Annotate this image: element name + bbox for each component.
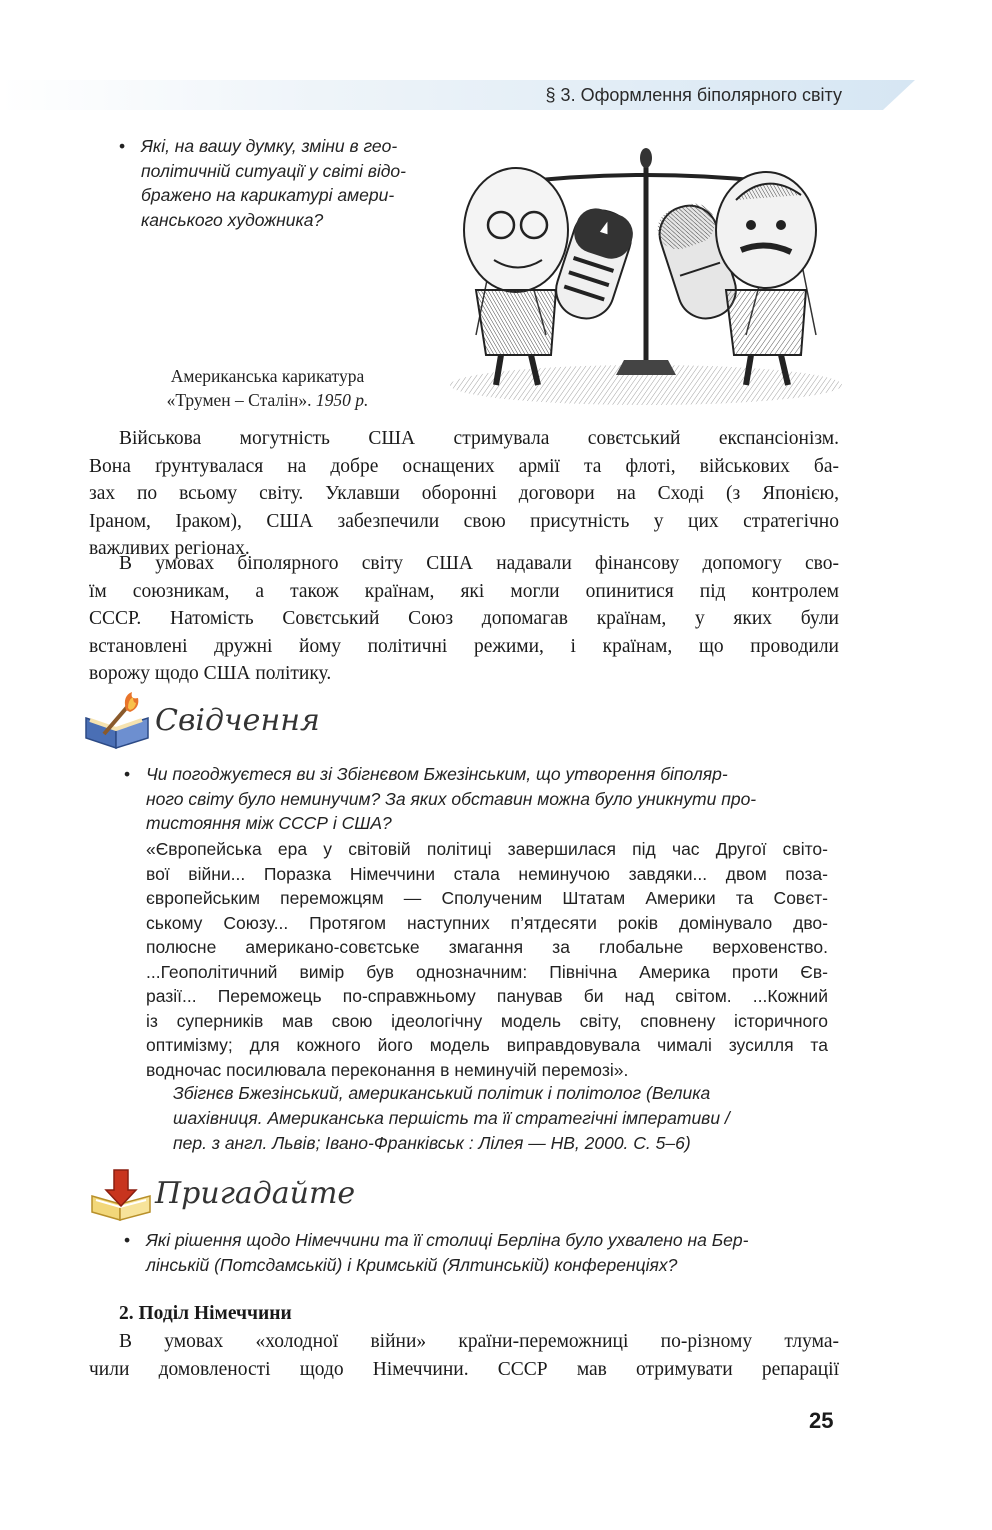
question-line: Які, на вашу думку, зміни в гео- — [141, 136, 398, 156]
source-line: пер. з англ. Львів; Івано-Франківськ : Лілея — НВ, 2000. С. 5–6) — [173, 1133, 691, 1153]
quote-line: «Європейська ера у світовій політиці завершилася під час Другої світо- — [146, 839, 828, 859]
caricature-illustration — [446, 140, 846, 405]
caption-line: Американська карикатура — [170, 366, 365, 386]
text-line: В умовах «холодної війни» країни-переможниці по-різному тлума- — [119, 1331, 839, 1352]
quote-block — [146, 837, 828, 1082]
caption-title: «Трумен – Сталін». — [166, 390, 316, 410]
source-line: Збігнєв Бжезінський, американський політик і політолог (Велика — [173, 1083, 711, 1103]
text-line: Вона ґрунтувалася на добре оснащених армії та флоті, військових ба- — [89, 455, 839, 477]
running-header: § 3. Оформлення біполярного світу — [545, 85, 842, 105]
question-line: Чи погоджуєтеся ви зі Збігнєвом Бжезінським, що утворення біполяр- — [146, 764, 728, 784]
source-line: шахівниця. Американська першість та її стратегічні імперативи / — [173, 1108, 730, 1128]
quote-line: оптимізму; для кожного його модель виправдовувала чималі зусилля та — [146, 1035, 828, 1055]
bullet-icon: • — [124, 1230, 131, 1250]
evidence-question — [124, 762, 757, 836]
text-line: важливих регіонах. — [89, 538, 250, 559]
text-line: встановлені дружні йому політичні режими, і країнам, що проводили — [89, 635, 839, 657]
quote-line: разії... Переможець по-справжньому панував би над світом. ...Кожний — [146, 986, 828, 1006]
quote-line: ському Союзу... Протягом наступних п’ятдесяти років домінувало дво- — [146, 912, 828, 933]
bullet-icon: • — [119, 136, 126, 156]
question-line: тистояння між СССР і США? — [146, 813, 392, 833]
question-line: лінській (Потсдамській) і Кримській (Ялтинській) конференціях? — [146, 1254, 678, 1275]
caricature-question — [119, 134, 406, 232]
text-line: Військова могутність США стримувала совєтський експансіонізм. — [119, 428, 839, 449]
remember-question — [124, 1228, 749, 1277]
quote-line: ...Геополітичний вимір був однозначним: Північна Америка проти Єв- — [146, 961, 828, 982]
section-title-remember: Пригадайте — [155, 1176, 356, 1211]
question-line: політичній ситуації у світі відо- — [141, 160, 406, 181]
quote-line: європейським переможцям — Сполученим Штатам Америки та Совєт- — [146, 888, 828, 908]
figure-caption — [100, 364, 435, 412]
paragraph-1 — [89, 425, 839, 563]
quote-line: із суперників мав свою ідеологічну модель світу, сповнену історичного — [146, 1010, 828, 1031]
question-line: канського художника? — [141, 209, 324, 230]
question-line: бражено на карикатурі амери- — [141, 185, 395, 205]
bullet-icon: • — [124, 764, 131, 784]
quote-source — [173, 1081, 730, 1156]
paragraph-2 — [89, 550, 839, 688]
quote-line: водночас посилювала переконання в неминучій перемозі». — [146, 1059, 629, 1080]
page-number: 25 — [809, 1408, 834, 1433]
text-line: СССР. Натомість Совєтський Союз допомагав країнам, у яких були — [89, 608, 839, 629]
text-line: Іраном, Іраком), США забезпечили свою присутність у цих стратегічно — [89, 510, 839, 532]
text-line: їм союзникам, а також країнам, які могли опинитися під контролем — [89, 580, 839, 602]
text-line: зах по всьому світу. Уклавши оборонні договори на Сході (з Японією, — [89, 483, 839, 504]
question-line: Які рішення щодо Німеччини та її столиці Берліна було ухвалено на Бер- — [146, 1230, 749, 1250]
quote-line: полюсне американо-совєтське змагання за глобальне верховенство. — [146, 937, 828, 957]
section-title-evidence: Свідчення — [155, 703, 320, 738]
text-line: ворожу щодо США політику. — [89, 663, 332, 684]
question-line: ного світу було неминучим? За яких обставин можна було уникнути про- — [146, 788, 757, 809]
caption-year: 1950 р. — [315, 390, 369, 410]
caption-line — [100, 388, 435, 412]
book-torch-icon — [82, 690, 152, 752]
quote-line: вої війни... Поразка Німеччини стала неминучою завдяки... двом поза- — [146, 863, 828, 884]
paragraph-3 — [89, 1328, 839, 1383]
text-line: В умовах біполярного світу США надавали фінансову допомогу сво- — [119, 553, 839, 574]
book-arrow-icon — [88, 1166, 156, 1224]
text-line: чили домовленості щодо Німеччини. СССР мав отримувати репарації — [89, 1358, 839, 1380]
subheading-germany-division: 2. Поділ Німеччини — [119, 1303, 292, 1324]
